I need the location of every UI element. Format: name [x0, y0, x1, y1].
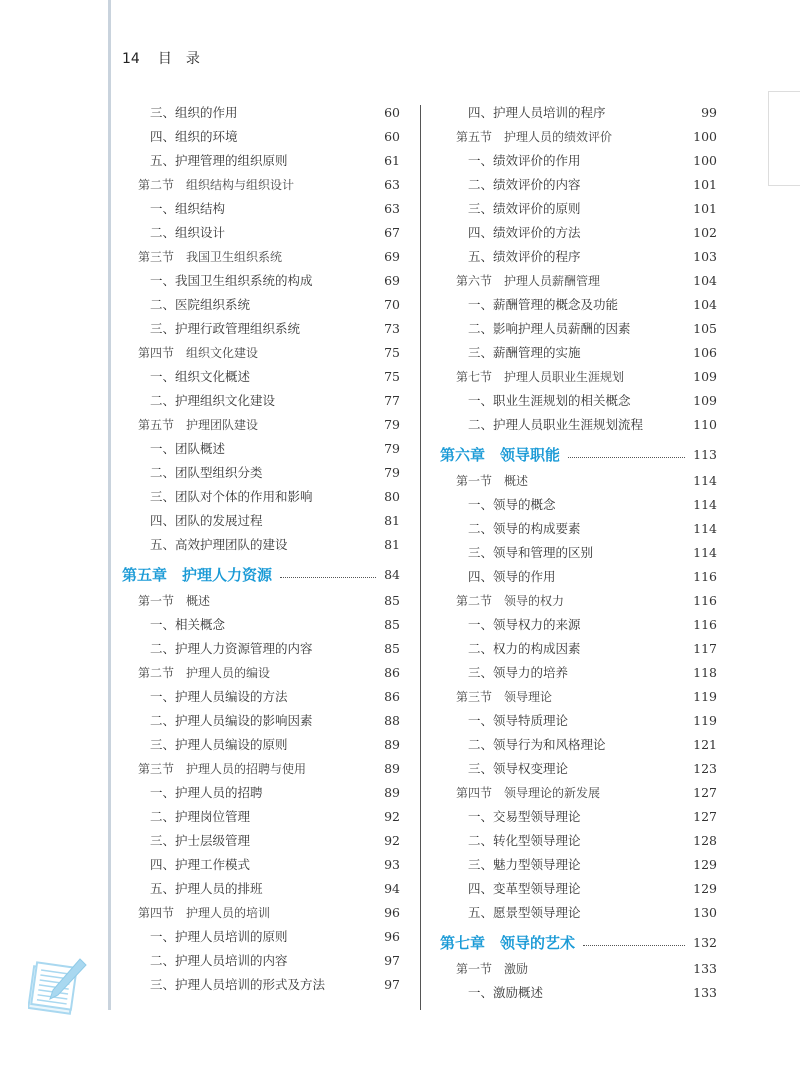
toc-subsection[interactable] — [122, 925, 400, 949]
toc-entry-page: 104 — [693, 273, 717, 288]
toc-subsection[interactable] — [122, 317, 400, 341]
toc-entry-page: 121 — [693, 737, 717, 752]
toc-subsection[interactable] — [440, 341, 717, 365]
toc-entry-title: 第四节 组织文化建设 — [138, 346, 259, 360]
toc-subsection[interactable] — [440, 757, 717, 781]
toc-entry-title: 第一节 概述 — [138, 594, 211, 608]
toc-entry-page: 92 — [384, 809, 400, 824]
toc-entry-title: 二、权力的构成因素 — [468, 641, 581, 656]
toc-entry-page: 116 — [693, 569, 717, 584]
toc-entry-title: 四、领导的作用 — [468, 569, 556, 584]
toc-section[interactable] — [122, 173, 400, 197]
toc-subsection[interactable] — [122, 533, 400, 557]
toc-entry-page: 118 — [693, 665, 717, 680]
toc-entry-title: 二、转化型领导理论 — [468, 833, 581, 848]
toc-entry-page: 128 — [693, 833, 717, 848]
dot-leader — [280, 577, 376, 578]
toc-entry-title: 二、医院组织系统 — [150, 297, 251, 312]
toc-section[interactable] — [122, 341, 400, 365]
toc-entry-page: 117 — [693, 641, 717, 656]
toc-entry-page: 106 — [693, 345, 717, 360]
toc-subsection[interactable] — [122, 437, 400, 461]
toc-subsection[interactable] — [122, 197, 400, 221]
header-title: 目 — [157, 51, 172, 67]
toc-entry-page: 85 — [384, 593, 400, 608]
toc-subsection[interactable] — [122, 733, 400, 757]
toc-entry-page: 86 — [384, 665, 400, 680]
toc-entry-title: 五、绩效评价的程序 — [468, 249, 581, 264]
toc-subsection[interactable] — [122, 613, 400, 637]
toc-entry-page: 81 — [384, 537, 400, 552]
toc-column-left — [122, 101, 400, 997]
toc-entry-title: 第五节 护理团队建设 — [138, 418, 259, 432]
toc-section[interactable] — [440, 589, 717, 613]
toc-column-right — [440, 101, 717, 1005]
toc-entry-title: 第三节 我国卫生组织系统 — [138, 250, 283, 264]
toc-entry-page: 132 — [693, 935, 717, 950]
toc-entry-title: 第五节 护理人员的绩效评价 — [456, 130, 613, 144]
toc-section[interactable] — [440, 781, 717, 805]
toc-section[interactable] — [440, 685, 717, 709]
toc-entry-page: 63 — [384, 177, 400, 192]
notepad-pencil-icon — [28, 955, 88, 1015]
page-number: 14 — [122, 51, 140, 67]
page-margin-line — [108, 0, 111, 1010]
toc-entry-title: 第三节 领导理论 — [456, 690, 553, 704]
toc-entry-title: 第七章 领导的艺术 — [440, 934, 576, 952]
toc-entry-page: 97 — [384, 977, 400, 992]
toc-entry-page: 79 — [384, 465, 400, 480]
toc-subsection[interactable] — [440, 493, 717, 517]
toc-entry-page: 113 — [693, 447, 717, 462]
toc-entry-page: 67 — [384, 225, 400, 240]
toc-entry-title: 二、护理人员职业生涯规划流程 — [468, 417, 644, 432]
toc-subsection[interactable] — [440, 317, 717, 341]
toc-subsection[interactable] — [122, 877, 400, 901]
toc-subsection[interactable] — [440, 541, 717, 565]
toc-entry-title: 三、护理人员培训的形式及方法 — [150, 977, 326, 992]
toc-section[interactable] — [122, 413, 400, 437]
toc-entry-title: 一、领导特质理论 — [468, 713, 569, 728]
toc-entry-title: 五、愿景型领导理论 — [468, 905, 581, 920]
toc-entry-title: 三、护理行政管理组织系统 — [150, 321, 301, 336]
toc-subsection[interactable] — [122, 853, 400, 877]
toc-entry-title: 五、护理管理的组织原则 — [150, 153, 288, 168]
toc-entry-title: 第二节 组织结构与组织设计 — [138, 178, 295, 192]
toc-entry-title: 四、护理工作模式 — [150, 857, 251, 872]
toc-entry-title: 一、激励概述 — [468, 985, 544, 1000]
toc-section[interactable] — [440, 365, 717, 389]
toc-entry-page: 88 — [384, 713, 400, 728]
toc-subsection[interactable] — [440, 805, 717, 829]
toc-entry-page: 116 — [693, 593, 717, 608]
toc-subsection[interactable] — [122, 269, 400, 293]
toc-entry-title: 二、绩效评价的内容 — [468, 177, 581, 192]
toc-subsection[interactable] — [440, 245, 717, 269]
toc-chapter[interactable] — [440, 929, 717, 957]
toc-entry-title: 二、护理人员编设的影响因素 — [150, 713, 313, 728]
toc-subsection[interactable] — [122, 101, 400, 125]
toc-entry-title: 二、护理人员培训的内容 — [150, 953, 288, 968]
toc-subsection[interactable] — [122, 125, 400, 149]
toc-entry-title: 三、薪酬管理的实施 — [468, 345, 581, 360]
toc-entry-page: 102 — [693, 225, 717, 240]
toc-entry-title: 第五章 护理人力资源 — [122, 566, 273, 584]
dot-leader — [583, 945, 685, 946]
toc-entry-title: 二、护理人力资源管理的内容 — [150, 641, 313, 656]
toc-entry-page: 60 — [384, 129, 400, 144]
toc-subsection[interactable] — [122, 973, 400, 997]
toc-entry-page: 119 — [693, 689, 717, 704]
toc-subsection[interactable] — [122, 829, 400, 853]
toc-entry-title: 二、影响护理人员薪酬的因素 — [468, 321, 631, 336]
toc-subsection[interactable] — [440, 197, 717, 221]
toc-subsection[interactable] — [122, 365, 400, 389]
toc-entry-title: 第三节 护理人员的招聘与使用 — [138, 762, 307, 776]
toc-subsection[interactable] — [440, 829, 717, 853]
toc-entry-page: 96 — [384, 905, 400, 920]
toc-subsection[interactable] — [440, 413, 717, 437]
toc-entry-page: 133 — [693, 961, 717, 976]
toc-subsection[interactable] — [440, 101, 717, 125]
toc-subsection[interactable] — [440, 733, 717, 757]
toc-entry-page: 60 — [384, 105, 400, 120]
toc-entry-title: 四、组织的环境 — [150, 129, 238, 144]
toc-entry-page: 69 — [384, 249, 400, 264]
toc-entry-title: 一、组织文化概述 — [150, 369, 251, 384]
toc-subsection[interactable] — [122, 805, 400, 829]
toc-entry-page: 81 — [384, 513, 400, 528]
toc-entry-page: 69 — [384, 273, 400, 288]
toc-entry-title: 四、变革型领导理论 — [468, 881, 581, 896]
toc-entry-page: 100 — [693, 153, 717, 168]
toc-entry-title: 三、护士层级管理 — [150, 833, 251, 848]
toc-entry-page: 61 — [384, 153, 400, 168]
toc-subsection[interactable] — [122, 949, 400, 973]
toc-entry-page: 97 — [384, 953, 400, 968]
toc-entry-title: 一、相关概念 — [150, 617, 226, 632]
toc-entry-page: 129 — [693, 857, 717, 872]
toc-entry-title: 四、护理人员培训的程序 — [468, 105, 606, 120]
toc-section[interactable] — [122, 901, 400, 925]
toc-entry-title: 一、护理人员编设的方法 — [150, 689, 288, 704]
header-title: 录 — [185, 51, 200, 67]
toc-subsection[interactable] — [122, 485, 400, 509]
toc-entry-page: 70 — [384, 297, 400, 312]
toc-chapter[interactable] — [440, 441, 717, 469]
toc-entry-page: 84 — [384, 567, 400, 582]
toc-entry-title: 二、组织设计 — [150, 225, 226, 240]
toc-entry-title: 四、团队的发展过程 — [150, 513, 263, 528]
side-tab — [768, 91, 800, 186]
toc-subsection[interactable] — [122, 637, 400, 661]
toc-subsection[interactable] — [440, 565, 717, 589]
toc-subsection[interactable] — [440, 293, 717, 317]
toc-section[interactable] — [122, 245, 400, 269]
toc-entry-page: 94 — [384, 881, 400, 896]
toc-entry-page: 63 — [384, 201, 400, 216]
toc-entry-page: 85 — [384, 641, 400, 656]
toc-entry-title: 三、团队对个体的作用和影响 — [150, 489, 313, 504]
toc-entry-page: 101 — [693, 201, 717, 216]
column-divider — [420, 105, 421, 1010]
toc-entry-page: 123 — [693, 761, 717, 776]
toc-entry-title: 三、领导力的培养 — [468, 665, 569, 680]
toc-entry-page: 77 — [384, 393, 400, 408]
toc-entry-page: 79 — [384, 417, 400, 432]
toc-subsection[interactable] — [122, 509, 400, 533]
toc-entry-page: 101 — [693, 177, 717, 192]
toc-entry-page: 129 — [693, 881, 717, 896]
toc-entry-page: 105 — [693, 321, 717, 336]
toc-entry-title: 五、护理人员的排班 — [150, 881, 263, 896]
toc-entry-page: 127 — [693, 809, 717, 824]
toc-entry-title: 一、薪酬管理的概念及功能 — [468, 297, 619, 312]
toc-subsection[interactable] — [122, 149, 400, 173]
toc-entry-title: 第二节 领导的权力 — [456, 594, 565, 608]
toc-subsection[interactable] — [440, 637, 717, 661]
toc-subsection[interactable] — [122, 461, 400, 485]
toc-entry-title: 第二节 护理人员的编设 — [138, 666, 271, 680]
toc-entry-page: 109 — [693, 393, 717, 408]
toc-subsection[interactable] — [440, 661, 717, 685]
toc-entry-page: 99 — [701, 105, 717, 120]
toc-section[interactable] — [440, 469, 717, 493]
toc-entry-title: 三、领导权变理论 — [468, 761, 569, 776]
toc-entry-title: 一、领导权力的来源 — [468, 617, 581, 632]
toc-entry-page: 114 — [693, 545, 717, 560]
toc-entry-title: 一、护理人员的招聘 — [150, 785, 263, 800]
toc-section[interactable] — [122, 661, 400, 685]
toc-entry-title: 第一节 激励 — [456, 962, 529, 976]
toc-subsection[interactable] — [440, 389, 717, 413]
toc-entry-title: 第六节 护理人员薪酬管理 — [456, 274, 601, 288]
toc-entry-page: 85 — [384, 617, 400, 632]
toc-entry-title: 第六章 领导职能 — [440, 446, 561, 464]
toc-entry-page: 89 — [384, 737, 400, 752]
toc-entry-page: 109 — [693, 369, 717, 384]
toc-section[interactable] — [440, 125, 717, 149]
toc-entry-title: 第四节 领导理论的新发展 — [456, 786, 601, 800]
toc-entry-page: 114 — [693, 473, 717, 488]
toc-entry-page: 119 — [693, 713, 717, 728]
toc-entry-title: 一、团队概述 — [150, 441, 226, 456]
toc-entry-title: 一、组织结构 — [150, 201, 226, 216]
toc-entry-page: 89 — [384, 785, 400, 800]
toc-chapter[interactable] — [122, 561, 400, 589]
toc-entry-title: 三、绩效评价的原则 — [468, 201, 581, 216]
toc-entry-title: 三、组织的作用 — [150, 105, 238, 120]
toc-entry-page: 103 — [693, 249, 717, 264]
toc-entry-title: 二、领导行为和风格理论 — [468, 737, 606, 752]
toc-section[interactable] — [440, 957, 717, 981]
toc-subsection[interactable] — [122, 685, 400, 709]
toc-entry-page: 133 — [693, 985, 717, 1000]
toc-entry-page: 114 — [693, 497, 717, 512]
toc-entry-title: 二、护理组织文化建设 — [150, 393, 276, 408]
toc-subsection[interactable] — [440, 173, 717, 197]
running-header — [122, 48, 200, 68]
toc-entry-page: 130 — [693, 905, 717, 920]
toc-subsection[interactable] — [440, 853, 717, 877]
toc-entry-title: 一、交易型领导理论 — [468, 809, 581, 824]
toc-subsection[interactable] — [122, 221, 400, 245]
toc-section[interactable] — [122, 757, 400, 781]
toc-entry-page: 86 — [384, 689, 400, 704]
toc-entry-page: 92 — [384, 833, 400, 848]
toc-entry-title: 二、护理岗位管理 — [150, 809, 251, 824]
toc-entry-page: 79 — [384, 441, 400, 456]
toc-subsection[interactable] — [440, 149, 717, 173]
toc-entry-page: 80 — [384, 489, 400, 504]
toc-entry-title: 三、领导和管理的区别 — [468, 545, 594, 560]
toc-subsection[interactable] — [440, 613, 717, 637]
toc-entry-title: 五、高效护理团队的建设 — [150, 537, 288, 552]
toc-subsection[interactable] — [440, 709, 717, 733]
toc-subsection[interactable] — [440, 221, 717, 245]
toc-entry-page: 89 — [384, 761, 400, 776]
toc-entry-title: 一、绩效评价的作用 — [468, 153, 581, 168]
toc-entry-title: 一、领导的概念 — [468, 497, 556, 512]
toc-entry-title: 四、绩效评价的方法 — [468, 225, 581, 240]
toc-section[interactable] — [440, 269, 717, 293]
toc-entry-title: 一、护理人员培训的原则 — [150, 929, 288, 944]
toc-entry-page: 104 — [693, 297, 717, 312]
toc-entry-page: 116 — [693, 617, 717, 632]
toc-subsection[interactable] — [122, 293, 400, 317]
toc-subsection[interactable] — [122, 389, 400, 413]
toc-entry-title: 第七节 护理人员职业生涯规划 — [456, 370, 625, 384]
toc-subsection[interactable] — [440, 877, 717, 901]
toc-entry-page: 127 — [693, 785, 717, 800]
toc-subsection[interactable] — [440, 981, 717, 1005]
toc-subsection[interactable] — [440, 901, 717, 925]
toc-entry-title: 三、魅力型领导理论 — [468, 857, 581, 872]
toc-entry-page: 75 — [384, 345, 400, 360]
toc-subsection[interactable] — [440, 517, 717, 541]
toc-entry-page: 100 — [693, 129, 717, 144]
toc-entry-title: 一、职业生涯规划的相关概念 — [468, 393, 631, 408]
toc-entry-page: 73 — [384, 321, 400, 336]
toc-entry-page: 93 — [384, 857, 400, 872]
toc-entry-title: 三、护理人员编设的原则 — [150, 737, 288, 752]
dot-leader — [568, 457, 685, 458]
toc-entry-page: 114 — [693, 521, 717, 536]
toc-entry-page: 110 — [693, 417, 717, 432]
toc-entry-title: 第四节 护理人员的培训 — [138, 906, 271, 920]
toc-entry-title: 第一节 概述 — [456, 474, 529, 488]
toc-entry-title: 二、团队型组织分类 — [150, 465, 263, 480]
toc-subsection[interactable] — [122, 709, 400, 733]
toc-section[interactable] — [122, 589, 400, 613]
toc-entry-page: 75 — [384, 369, 400, 384]
toc-entry-page: 96 — [384, 929, 400, 944]
toc-entry-title: 二、领导的构成要素 — [468, 521, 581, 536]
toc-entry-title: 一、我国卫生组织系统的构成 — [150, 273, 313, 288]
toc-subsection[interactable] — [122, 781, 400, 805]
